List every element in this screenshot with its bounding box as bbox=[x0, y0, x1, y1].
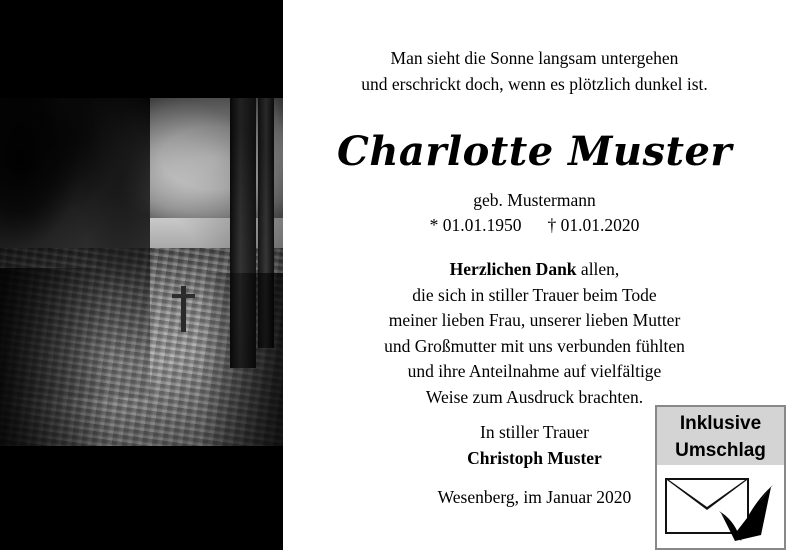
verse-line-1: Man sieht die Sonne langsam untergehen bbox=[390, 48, 679, 68]
photo-vignette bbox=[0, 98, 283, 446]
thanks-block bbox=[283, 257, 786, 410]
maiden-name: geb. Mustermann bbox=[473, 190, 596, 210]
place-and-date: Wesenberg, im Januar 2020 bbox=[437, 487, 632, 507]
verse-block bbox=[283, 45, 786, 97]
thanks-line-1 bbox=[283, 257, 786, 283]
thanks-line-6: Weise zum Ausdruck brachten. bbox=[425, 386, 644, 407]
signer-name: Christoph Muster bbox=[467, 447, 602, 468]
death-date: † 01.01.2020 bbox=[547, 215, 640, 235]
verse-line-2: und erschrickt doch, wenn es plötzlich dunkel ist. bbox=[361, 74, 708, 94]
thanks-line-2: die sich in stiller Trauer beim Tode bbox=[412, 284, 657, 305]
inclusive-envelope-badge bbox=[655, 405, 786, 550]
deceased-name: Charlotte Muster bbox=[337, 128, 732, 175]
badge-line-2: Umschlag bbox=[675, 440, 766, 461]
badge-body bbox=[657, 465, 784, 548]
mourning-label: In stiller Trauer bbox=[480, 422, 589, 442]
thanks-line-3: meiner lieben Frau, unserer lieben Mutter bbox=[388, 310, 681, 330]
thanks-bold-lead: Herzlichen Dank bbox=[449, 259, 577, 279]
badge-line-1: Inklusive bbox=[679, 413, 762, 434]
birth-date: * 01.01.1950 bbox=[429, 215, 522, 235]
badge-header bbox=[657, 407, 784, 465]
cobblestone-path-trees-photo bbox=[0, 98, 283, 446]
thanks-line-5: und ihre Anteilnahme auf vielfältige bbox=[407, 361, 662, 381]
thanks-line-4: und Großmutter mit uns verbunden fühlten bbox=[384, 335, 685, 356]
checkmark-icon bbox=[715, 483, 777, 545]
thanks-lead-rest: allen, bbox=[576, 259, 620, 279]
life-dates bbox=[283, 213, 786, 238]
left-black-panel bbox=[0, 0, 283, 550]
